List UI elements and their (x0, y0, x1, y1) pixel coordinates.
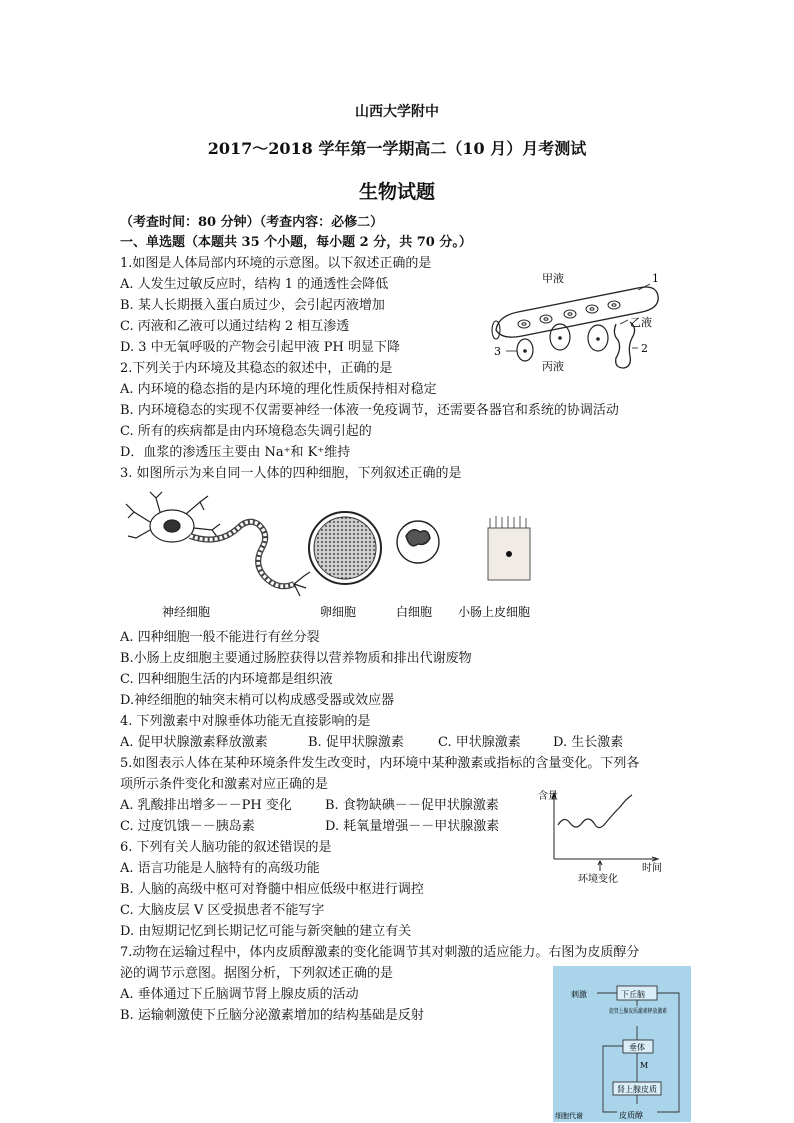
q5-xlabel: 时间 (642, 863, 662, 874)
q3-figure-cells (120, 488, 580, 628)
q6-option-a: A. 语言功能是人脑特有的高级功能 (120, 861, 320, 876)
q3-option-b: B.小肠上皮细胞主要通过肠腔获得以营养物质和排出代谢废物 (120, 651, 472, 666)
q5-option-b: B. 食物缺碘－－促甲状腺激素 (325, 798, 499, 813)
section-title: 一、单选题（本题共 35 个小题，每小题 2 分，共 70 分。） (120, 235, 472, 250)
q4-option-b: B. 促甲状腺激素 (308, 735, 404, 750)
q7-stem-line1: 7.动物在运输过程中，体内皮质醇激素的变化能调节其对刺激的适应能力。右图为皮质醇分 (120, 945, 640, 960)
q3-label-neuron: 神经细胞 (162, 605, 211, 619)
q5-option-a: A. 乳酸排出增多－－PH 变化 (120, 798, 292, 813)
q1-option-c: C. 丙液和乙液可以通过结构 2 相互渗透 (120, 319, 350, 334)
q7-label-hormone: 促肾上腺皮质激素释放激素 (609, 1008, 682, 1015)
q2-option-c: C. 所有的疾病都是由内环境稳态失调引起的 (120, 424, 372, 439)
q6-option-b: B. 人脑的高级中枢可对脊髓中相应低级中枢进行调控 (120, 882, 424, 897)
white-blood-cell-drawing (397, 521, 439, 563)
q6-option-d: D. 由短期记忆到长期记忆可能与新突触的建立有关 (120, 924, 412, 939)
exam-info: （考查时间：80 分钟）（考查内容：必修二） (120, 215, 384, 230)
q1-label-2: 2 (641, 342, 648, 355)
q3-label-wbc: 白细胞 (396, 605, 433, 619)
q7-label-adrenal: 肾上腺皮质 (617, 1085, 657, 1094)
q7-option-b: B. 运输刺激使下丘脑分泌激素增加的结构基础是反射 (120, 1008, 424, 1023)
q5-stem-line2: 项所示条件变化和激素对应正确的是 (120, 777, 329, 792)
q1-figure-tissue (488, 268, 678, 376)
school-name: 山西大学附中 (355, 104, 439, 120)
q1-option-b: B. 某人长期摄入蛋白质过少，会引起丙液增加 (120, 298, 385, 313)
q1-label-yi: 乙液 (630, 316, 652, 329)
q1-option-a: A. 人发生过敏反应时，结构 1 的通透性会降低 (120, 277, 389, 292)
q3-stem: 3. 如图所示为来自同一人体的四种细胞，下列叙述正确的是 (120, 466, 462, 481)
q2-option-a: A. 内环境的稳态指的是内环境的理化性质保持相对稳定 (120, 382, 437, 397)
neuron-drawing (126, 492, 310, 596)
q2-option-b: B. 内环境稳态的实现不仅需要神经一体液一免疫调节，还需要各器官和系统的协调活动 (120, 403, 619, 418)
q3-option-c: C. 四种细胞生活的内环境都是组织液 (120, 672, 333, 687)
q5-option-c: C. 过度饥饿－－胰岛素 (120, 819, 255, 834)
subject-title: 生物试题 (358, 181, 435, 203)
q4-stem: 4. 下列激素中对腺垂体功能无直接影响的是 (120, 714, 371, 729)
q7-label-metabolism: 细胞代谢 (555, 1112, 583, 1120)
q1-label-jia: 甲液 (542, 272, 564, 285)
q4-option-c: C. 甲状腺激素 (438, 735, 521, 750)
q1-option-d: D. 3 中无氧呼吸的产物会引起甲液 PH 明显下降 (120, 340, 400, 355)
q1-label-1: 1 (652, 272, 659, 285)
q5-option-d: D. 耗氧量增强－－甲状腺激素 (325, 819, 500, 834)
intestinal-cell-drawing (488, 516, 530, 580)
q3-label-intestinal: 小肠上皮细胞 (458, 605, 531, 619)
q7-stem-line2: 泌的调节示意图。据图分析，下列叙述正确的是 (120, 966, 394, 981)
q4-option-d: D. 生长激素 (553, 735, 624, 750)
q7-label-m: M (640, 1061, 649, 1070)
q7-label-stimulus: 刺激 (571, 990, 587, 999)
q7-figure-regulation (553, 966, 691, 1122)
q6-option-c: C. 大脑皮层 V 区受损患者不能写字 (120, 903, 325, 918)
q4-option-a: A. 促甲状腺激素释放激素 (120, 735, 268, 750)
q6-stem: 6. 下列有关人脑功能的叙述错误的是 (120, 840, 332, 855)
q7-option-a: A. 垂体通过下丘脑调节肾上腺皮质的活动 (120, 987, 359, 1002)
q1-label-bing: 丙液 (542, 360, 564, 373)
egg-cell-drawing (309, 512, 381, 584)
q2-option-d: D．血浆的渗透压主要由 Na⁺和 K⁺维持 (120, 445, 351, 460)
q2-stem: 2.下列关于内环境及其稳态的叙述中，正确的是 (120, 361, 393, 376)
q3-label-egg: 卵细胞 (320, 605, 357, 619)
q7-label-hypothalamus: 下丘脑 (621, 990, 645, 999)
q7-label-pituitary: 垂体 (629, 1043, 645, 1052)
q7-label-cortisol: 皮质醇 (619, 1111, 643, 1120)
q5-ylabel: 含量 (538, 791, 558, 802)
q3-option-a: A. 四种细胞一般不能进行有丝分裂 (120, 630, 320, 645)
q1-label-3: 3 (494, 345, 501, 358)
q5-annotation: 环境变化 (578, 874, 618, 885)
q5-figure-curve (534, 785, 684, 885)
q3-option-d: D.神经细胞的轴突末梢可以构成感受器或效应器 (120, 693, 395, 708)
q5-stem-line1: 5.如图表示人体在某种环境条件发生改变时，内环境中某种激素或指标的含量变化。下列各 (120, 756, 640, 771)
q1-stem: 1.如图是人体局部内环境的示意图。以下叙述正确的是 (120, 256, 432, 271)
exam-title: 2017～2018 学年第一学期高二（10 月）月考测试 (207, 139, 587, 158)
